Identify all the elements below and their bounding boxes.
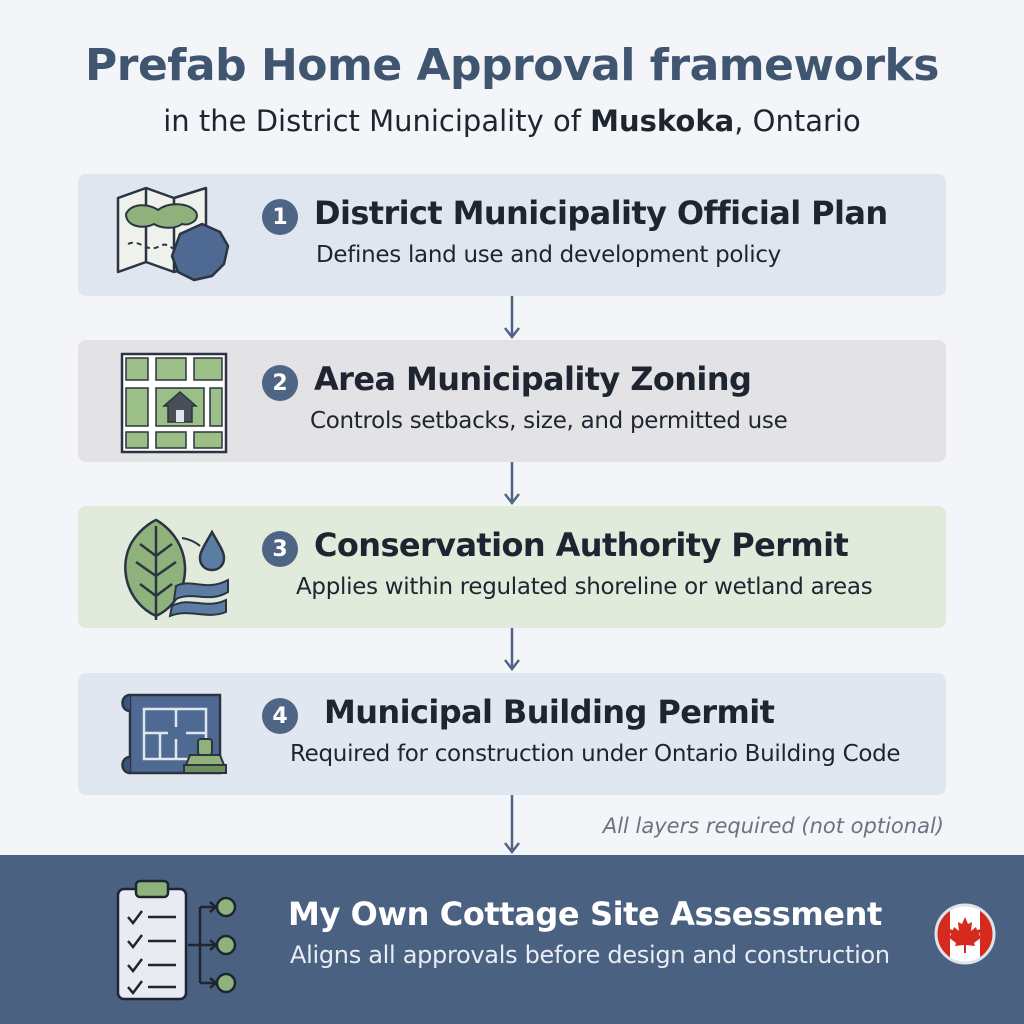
step-title: District Municipality Official Plan xyxy=(314,194,888,232)
step-card-zoning xyxy=(78,340,946,462)
subtitle-prefix: in the District Municipality of xyxy=(163,104,591,138)
clipboard-checklist-icon xyxy=(112,875,242,1015)
step-description: Required for construction under Ontario Building Code xyxy=(290,741,901,767)
subtitle-region: Muskoka xyxy=(590,104,735,138)
subtitle-suffix: , Ontario xyxy=(734,104,861,138)
flow-arrow xyxy=(502,462,522,506)
step-number-badge: 4 xyxy=(262,698,298,734)
assessment-footer xyxy=(0,855,1024,1024)
map-icon xyxy=(116,184,232,288)
step-title: Municipal Building Permit xyxy=(324,693,775,731)
flow-arrow xyxy=(502,296,522,340)
zoning-grid-icon xyxy=(116,350,232,454)
canada-flag-icon xyxy=(934,903,996,965)
page-subtitle xyxy=(0,104,1024,138)
blueprint-stamp-icon xyxy=(116,683,232,787)
footer-description: Aligns all approvals before design and construction xyxy=(290,941,890,969)
step-number-badge: 3 xyxy=(262,531,298,567)
step-description: Controls setbacks, size, and permitted use xyxy=(310,408,788,434)
flow-arrow xyxy=(502,795,522,855)
leaf-water-icon xyxy=(116,516,232,620)
step-number-badge: 2 xyxy=(262,365,298,401)
step-title: Area Municipality Zoning xyxy=(314,360,752,398)
step-card-building-permit xyxy=(78,673,946,795)
step-description: Applies within regulated shoreline or wetland areas xyxy=(296,574,873,600)
footer-title: My Own Cottage Site Assessment xyxy=(288,895,882,933)
step-description: Defines land use and development policy xyxy=(316,242,781,268)
flow-arrow xyxy=(502,628,522,672)
step-card-official-plan xyxy=(78,174,946,296)
step-number-badge: 1 xyxy=(262,199,298,235)
step-title: Conservation Authority Permit xyxy=(314,526,849,564)
page-title: Prefab Home Approval frameworks xyxy=(85,40,939,91)
step-card-conservation xyxy=(78,506,946,628)
requirement-note: All layers required (not optional) xyxy=(602,814,944,838)
